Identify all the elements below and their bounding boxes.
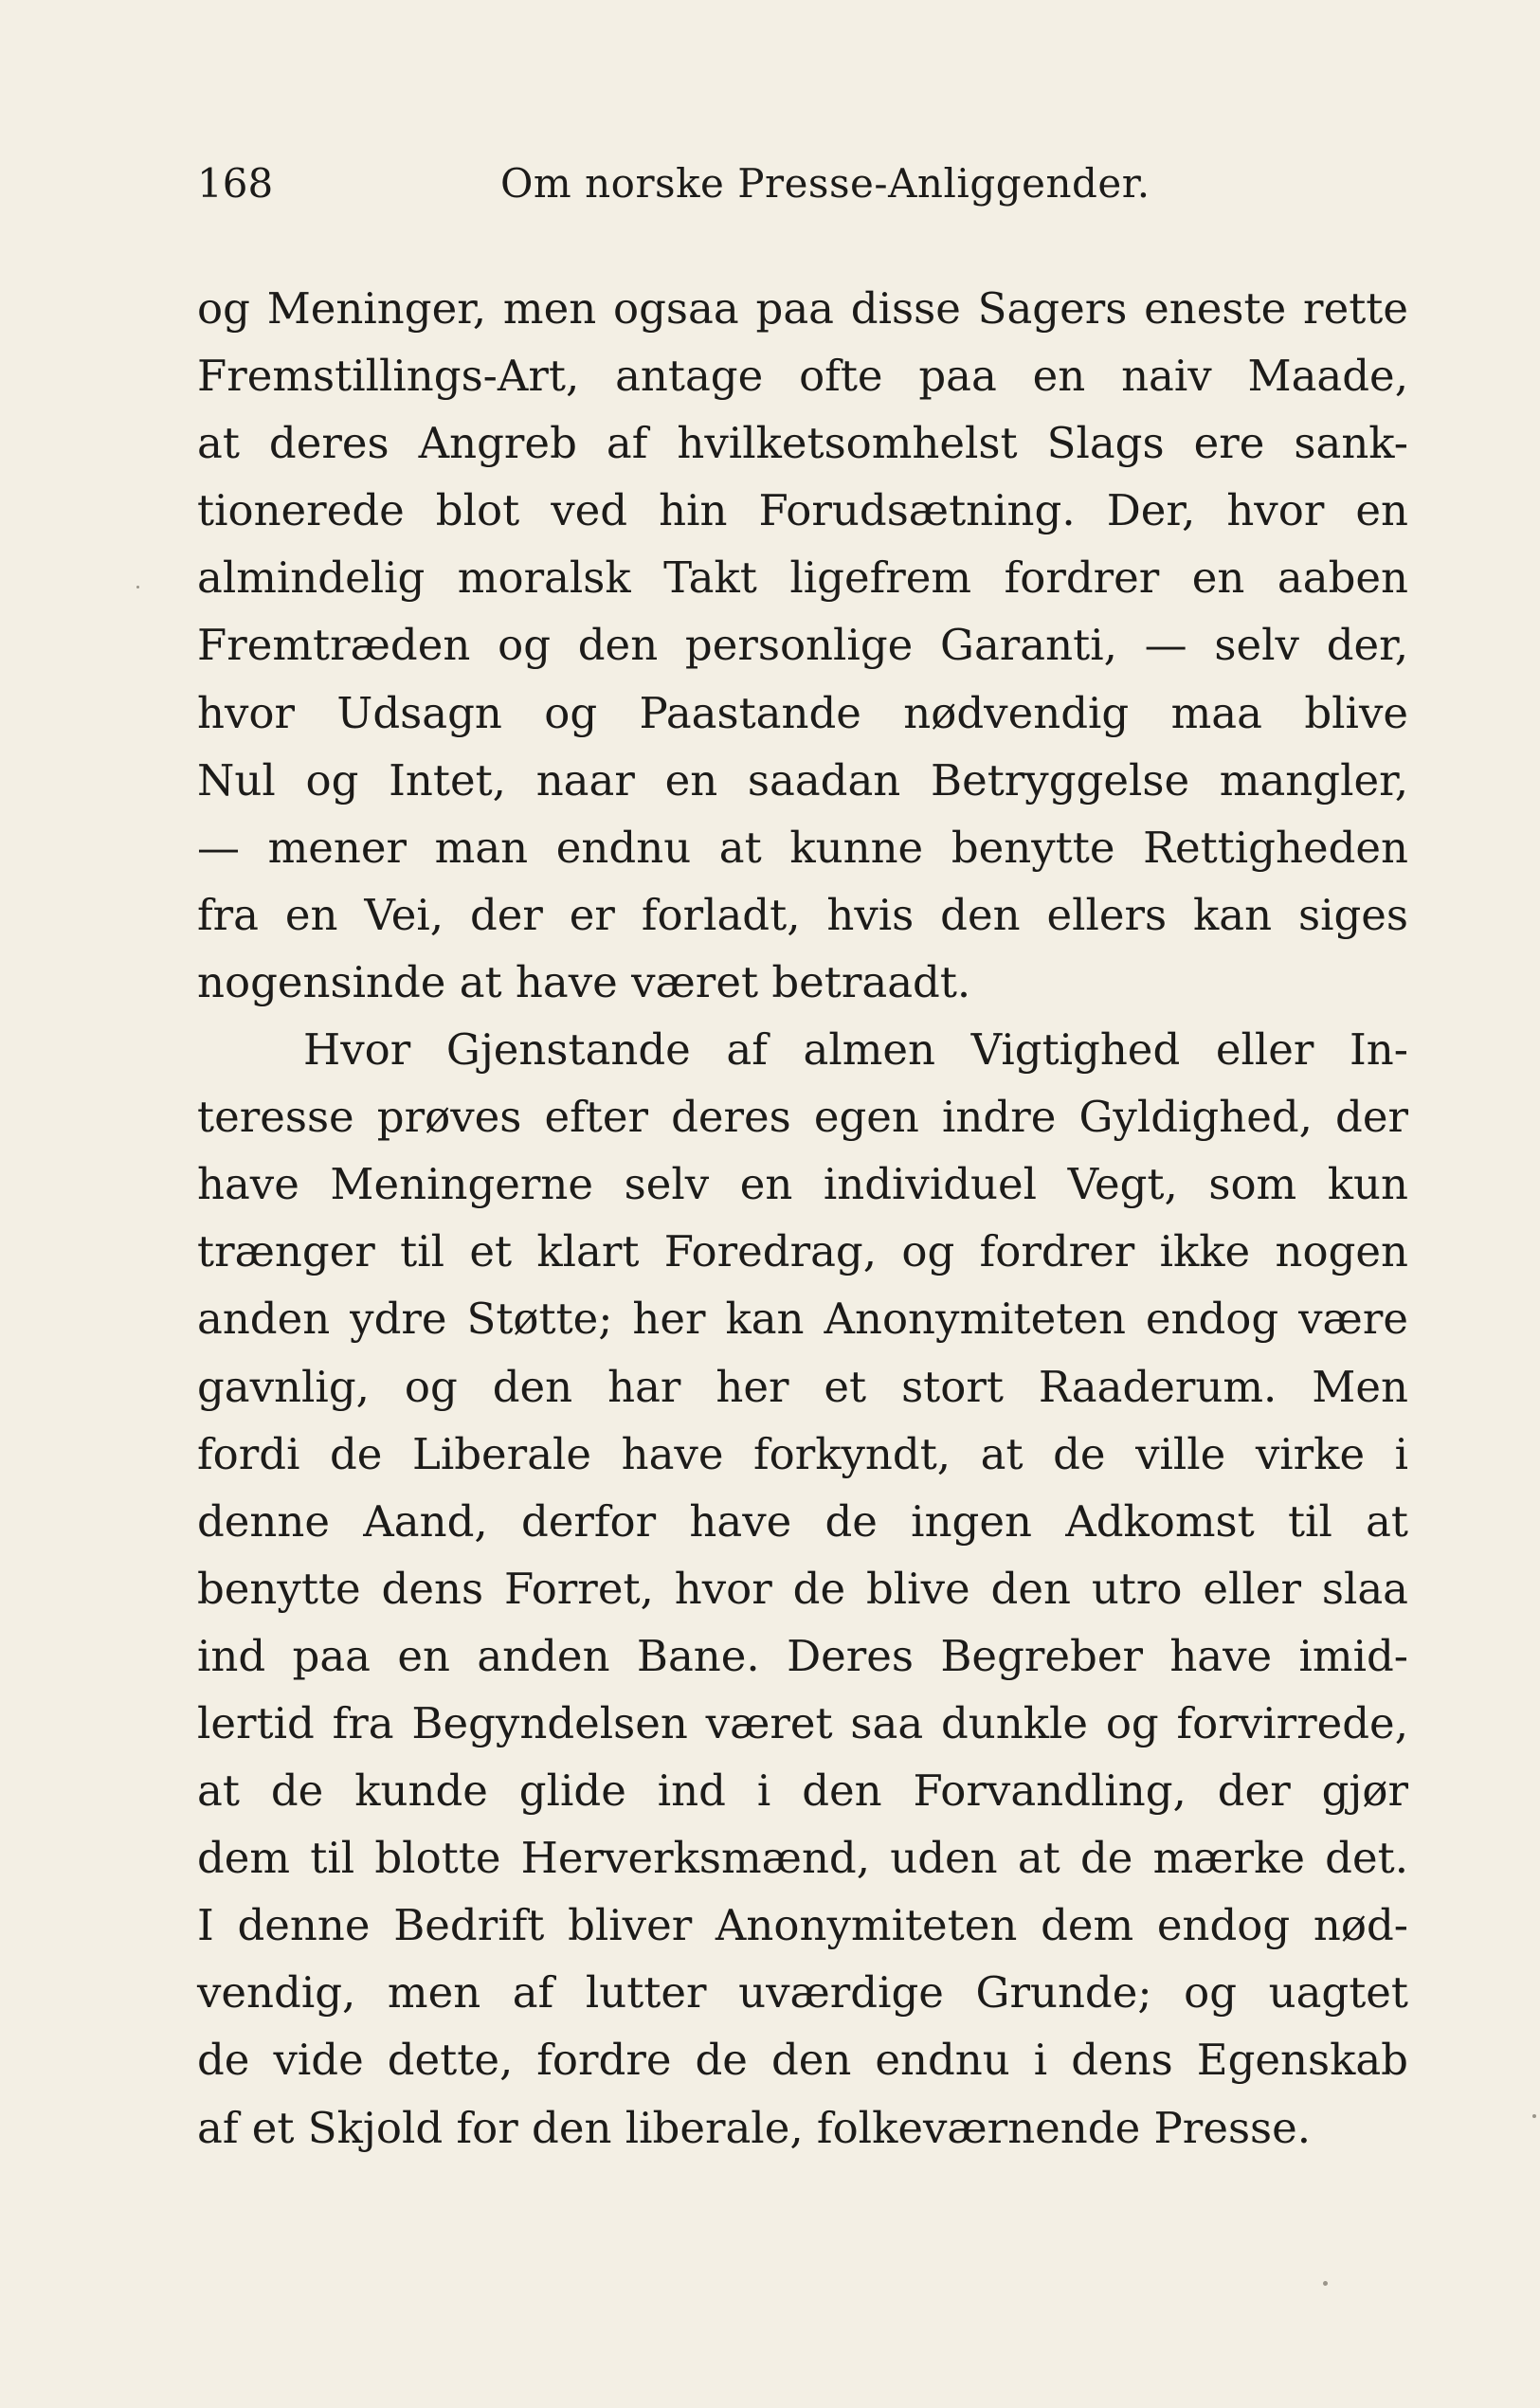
text-line: dem til blotte Herverksmænd, uden at de mærke det.: [197, 1833, 1408, 1884]
text-line: teresse prøves efter deres egen indre Gyldighed, der: [197, 1092, 1408, 1143]
text-line: lertid fra Begyndelsen været saa dunkle og forvirrede,: [197, 1697, 1408, 1748]
paper-speck: [1323, 2281, 1328, 2286]
text-line: hvor Udsagn og Paastande nødvendig maa blive: [197, 687, 1408, 738]
text-line: de vide dette, fordre de den endnu i dens Egenskab: [197, 2035, 1408, 2086]
text-line: almindelig moralsk Takt ligefrem fordrer en aaben: [197, 552, 1408, 604]
text-line: anden ydre Støtte; her kan Anonymiteten endog være: [197, 1294, 1408, 1345]
text-line: fra en Vei, der er forladt, hvis den ellers kan siges: [197, 889, 1408, 940]
running-title: Om norske Presse-Anliggender.: [500, 160, 1150, 207]
text-line: ind paa en anden Bane. Deres Begreber have imid-: [197, 1630, 1408, 1681]
text-line: gavnlig, og den har her et stort Raaderum. Men: [197, 1361, 1408, 1412]
text-line: Fremtræden og den personlige Garanti, — selv der,: [197, 620, 1408, 671]
text-line: have Meningerne selv en individuel Vegt, som kun: [197, 1159, 1408, 1210]
text-line: Nul og Intet, naar en saadan Betryggelse mangler,: [197, 754, 1408, 806]
paper-speck: [136, 586, 139, 588]
text-line: vendig, men af lutter uværdige Grunde; og uagtet: [197, 1967, 1408, 2019]
text-line: fordi de Liberale have forkyndt, at de ville virke i: [197, 1428, 1408, 1479]
paragraph-start-line: Hvor Gjenstande af almen Vigtighed eller In-: [303, 1024, 1408, 1076]
text-line: denne Aand, derfor have de ingen Adkomst til at: [197, 1495, 1408, 1547]
text-line: — mener man endnu at kunne benytte Rettigheden: [197, 822, 1408, 873]
text-line: tionerede blot ved hin Forudsætning. Der, hvor en: [197, 485, 1408, 536]
page-header: [197, 157, 1410, 210]
text-line: at de kunde glide ind i den Forvandling, der gjør: [197, 1765, 1408, 1817]
text-line: Fremstillings-Art, antage ofte paa en naiv Maade,: [197, 351, 1408, 402]
page-number: 168: [197, 160, 274, 207]
text-line: at deres Angreb af hvilketsomhelst Slags ere sank-: [197, 418, 1408, 469]
body-text: [197, 275, 1408, 2162]
text-line: I denne Bedrift bliver Anonymiteten dem endog nød-: [197, 1900, 1408, 1951]
paper-speck: [1532, 2114, 1536, 2118]
paragraph-end-line: af et Skjold for den liberale, folkeværnende Presse.: [197, 2102, 1312, 2153]
text-line: benytte dens Forret, hvor de blive den utro eller slaa: [197, 1563, 1408, 1614]
paragraph-end-line: nogensinde at have været betraadt.: [197, 956, 971, 1007]
text-line: trænger til et klart Foredrag, og fordrer ikke nogen: [197, 1226, 1408, 1277]
text-line: og Meninger, men ogsaa paa disse Sagers eneste rette: [197, 283, 1408, 334]
